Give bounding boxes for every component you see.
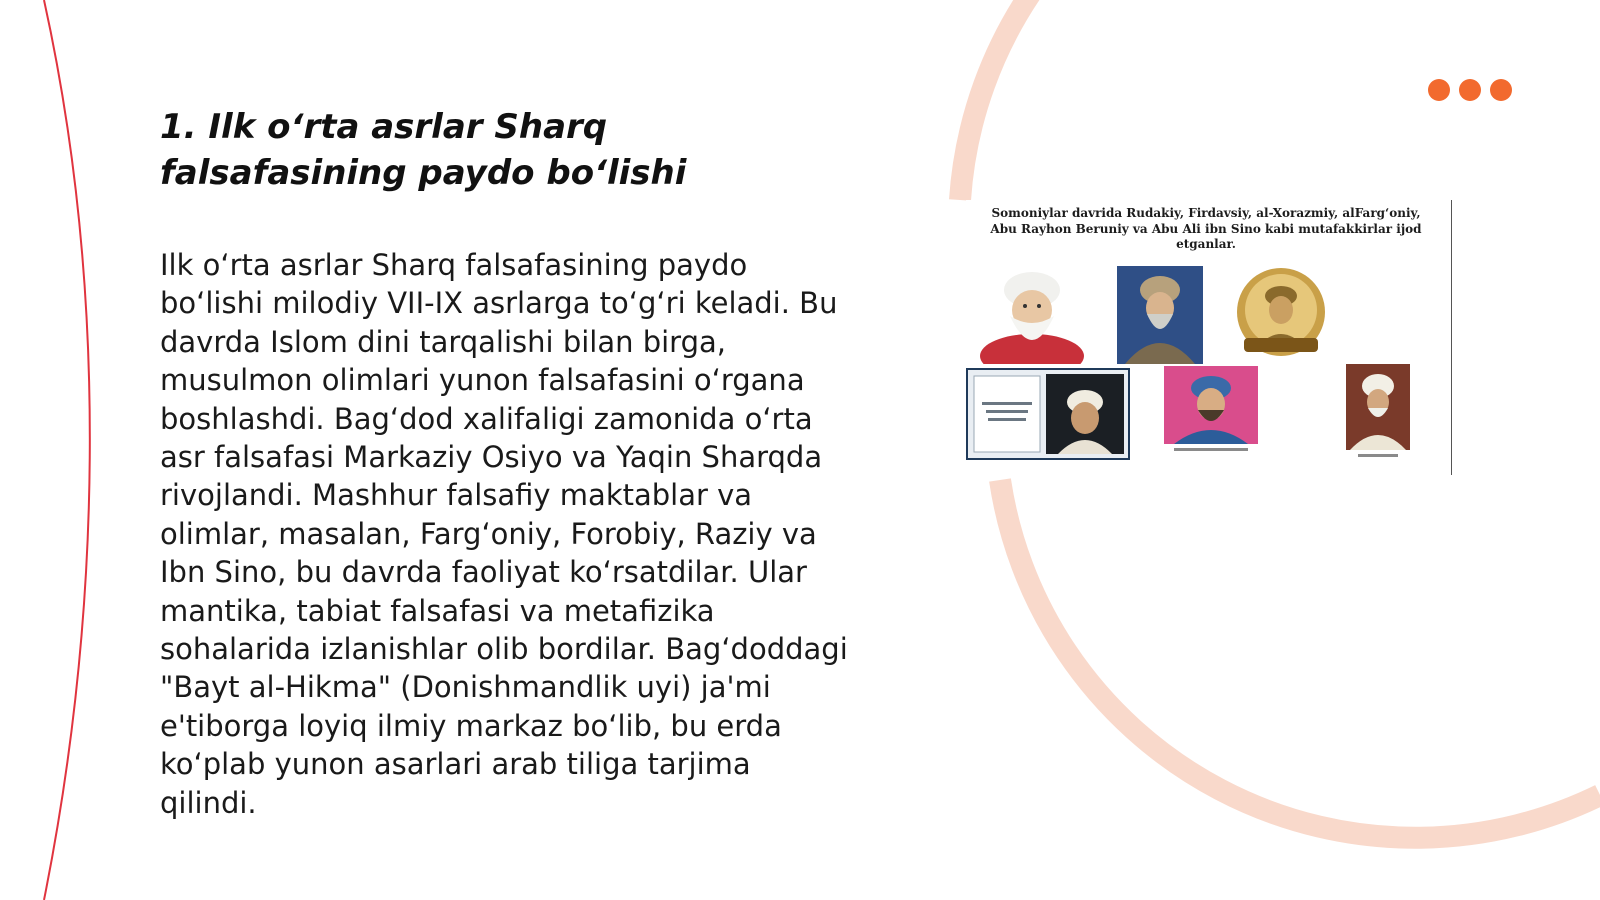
dot-3 xyxy=(1490,79,1512,101)
portrait-5 xyxy=(1164,366,1258,456)
portrait-2 xyxy=(1117,266,1203,364)
slide-body-text: Ilk o‘rta asrlar Sharq falsafasining paydo bo‘lishi milodiy VII-IX asrlarga to‘g‘ri keladi. Bu davrda Islom dini tarqalishi bilan birga, musulmon olimlari yunon falsafasini o‘rgana boshlashdi. Bag‘dod xalifaligi zamonida o‘rta asr falsafasi Markaziy Osiyo va Yaqin Sharqda rivojlandi. Mashhur falsafiy maktablar va olimlar, masalan, Farg‘oniy, Forobiy, Raziy va Ibn Sino, bu davrda faoliyat ko‘rsatdilar. Ular mantika, tabiat falsafasi va metafizika sohalarida izlanishlar olib bordilar. Bag‘doddagi "Bayt al-Hikma" (Donishmandlik uyi) ja'mi e'tiborga loyiq ilmiy markaz bo‘lib, bu erda ko‘plab yunon asarlari arab tiliga tarjima qilindi. xyxy=(160,248,848,820)
portrait-6 xyxy=(1346,364,1410,460)
portrait-4 xyxy=(966,368,1130,460)
portrait-1 xyxy=(980,264,1084,364)
left-curve-line xyxy=(44,0,90,900)
dot-2 xyxy=(1459,79,1481,101)
philosophers-figure xyxy=(966,200,1452,475)
portrait-3 xyxy=(1228,266,1334,362)
dot-1 xyxy=(1428,79,1450,101)
orange-arc-lower xyxy=(1000,480,1600,838)
figure-caption: Somoniylar davrida Rudakiy, Firdavsiy, al-Xorazmiy, alFarg‘oniy, Abu Rayhon Beruniy va Abu Ali ibn Sino kabi mutafakkirlar ijod etganlar. xyxy=(990,206,1422,251)
slide-title: 1. Ilk o‘rta asrlar Sharq falsafasining paydo bo‘lishi xyxy=(160,107,687,193)
orange-arc-upper xyxy=(960,0,1040,200)
menu-dots xyxy=(1428,79,1514,101)
